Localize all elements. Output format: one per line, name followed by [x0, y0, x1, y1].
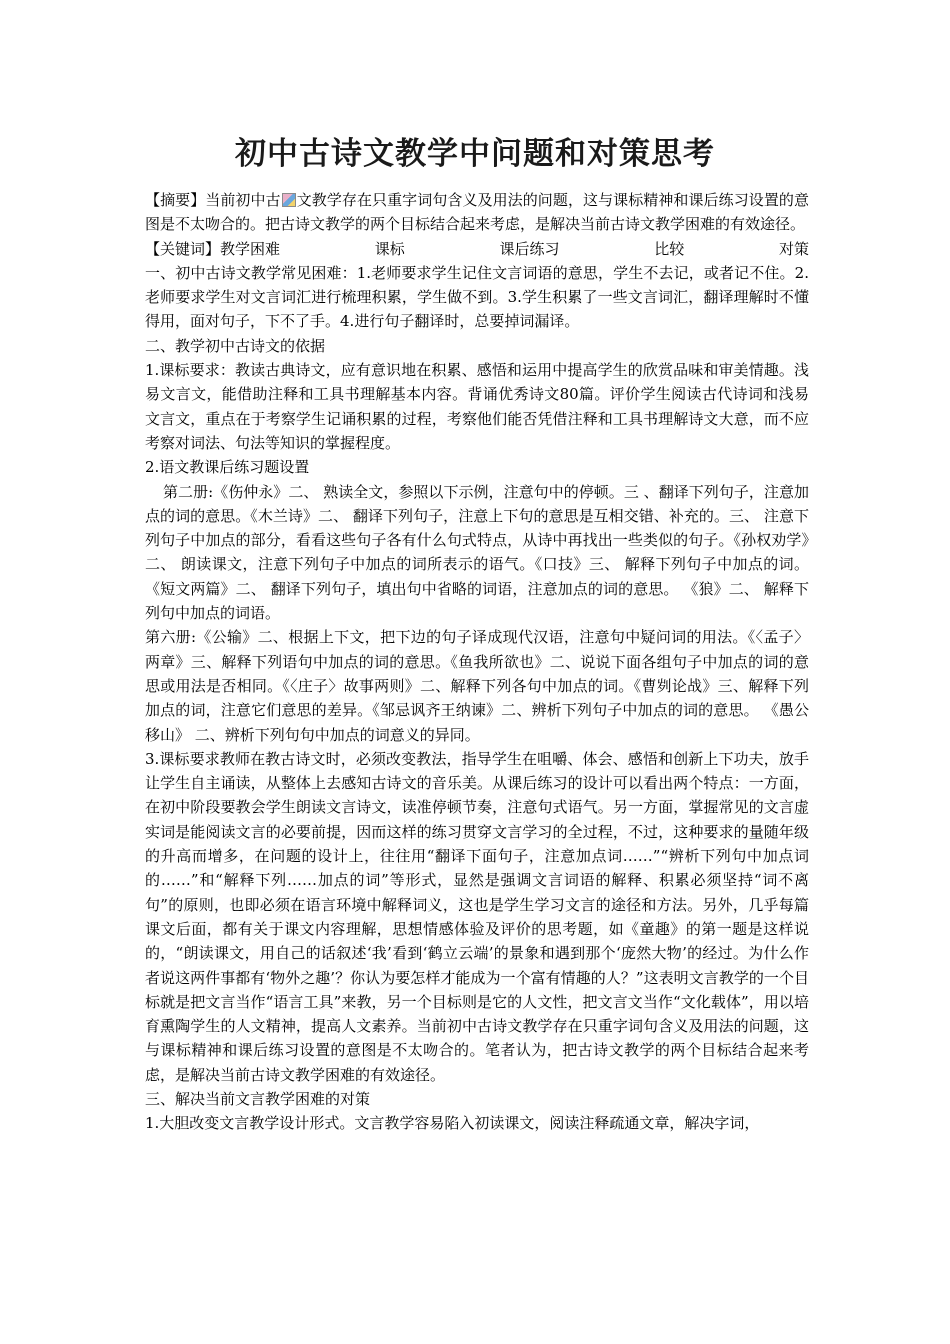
broken-image-icon: [282, 193, 296, 207]
abstract: [145, 188, 809, 237]
keyword: 对策: [778, 239, 809, 258]
paragraph: 1.课标要求：教读古典诗文，应有意识地在积累、感悟和运用中提高学生的欣赏品味和审美情趣。浅易文言文，能借助注释和工具书理解基本内容。背诵优秀诗文80篇。评价学生阅读古代诗词和浅易文言文，重点在于考察学生记诵积累的过程，考察他们能否凭借注释和工具书理解诗文大意，而不应考察对词法、句法等知识的掌握程度。: [145, 361, 809, 452]
document-body: [145, 188, 809, 1136]
keyword-label: 【关键词】教学困难: [145, 239, 281, 258]
abstract-lead: 【摘要】当前初中古: [145, 191, 281, 209]
paragraph: 第六册:《公输》二、根据上下文，把下边的句子译成现代汉语，注意句中疑问词的用法。《〈孟子〉两章》三、解释下列语句中加点的词的意思。《鱼我所欲也》二、说说下面各组句子中加点的词的意思或用法是否相同。《〈庄子〉故事两则》二、解释下列各句中加点的词。《曹刿论战》三、解释下列加点的词，注意它们意思的差异。《邹忌讽齐王纳谏》二、辨析下列句子中加点的词的意思。 《愚公移山》 二、辨析下列句句中加点的词意义的异同。: [145, 628, 809, 744]
keywords-row: [145, 237, 809, 261]
abstract-text: 文教学存在只重字词句含义及用法的问题，这与课标精神和课后练习设置的意图是不太吻合的。把古诗文教学的两个目标结合起来考虑，是解决当前古诗文教学困难的有效途径。: [145, 191, 809, 234]
paragraph: 3.课标要求教师在教古诗文时，必须改变教法，指导学生在咀嚼、体会、感悟和创新上下功夫，放手让学生自主诵读，从整体上去感知古诗文的音乐美。从课后练习的设计可以看出两个特点：一方面，在初中阶段要教会学生朗读文言诗文，读准停顿节奏，注意句式语气。另一方面，掌握常见的文言虚实词是能阅读文言的必要前提，因而这样的练习贯穿文言学习的全过程，不过，这种要求的量随年级的升高而增多，在问题的设计上，往往用“翻译下面句子，注意加点词……”“辨析下列句中加点词的……”和“解释下列……加点的词”等形式，显然是强调文言词语的解释、积累必须坚持“词不离句”的原则，也即必须在语言环境中解释词义，这也是学生学习文言的途径和方法。另外，几乎每篇课文后面，都有关于课文内容理解，思想情感体验及评价的思考题，如《童趣》的第一题是这样说的，“朗读课文，用自己的话叙述‘我’看到‘鹤立云端’的景象和遇到那个‘庞然大物’的经过。为什么作者说这两件事都有‘物外之趣’？你认为要怎样才能成为一个富有情趣的人？”这表明文言教学的一个目标就是把文言当作“语言工具”来教，另一个目标则是它的人文性，把文言文当作“文化载体”，用以培育熏陶学生的人文精神，提高人文素养。当前初中古诗文教学存在只重字词句含义及用法的问题，这与课标精神和课后练习设置的意图是不太吻合的。笔者认为，把古诗文教学的两个目标结合起来考虑，是解决当前古诗文教学困难的有效途径。: [145, 749, 809, 1084]
keyword: 课标: [374, 239, 405, 258]
subsection-heading: 2.语文教课后练习题设置: [145, 458, 310, 477]
keyword: 课后练习: [499, 239, 560, 258]
paragraph: 一、初中古诗文教学常见困难：1.老师要求学生记住文言词语的意思，学生不去记，或者记不住。2.老师要求学生对文言词汇进行梳理积累，学生做不到。3.学生积累了一些文言词汇，翻译理解时不懂得用，面对句子，下不了手。4.进行句子翻译时，总要掉词漏译。: [145, 263, 809, 331]
paragraph: 第二册:《伤仲永》二、 熟读全文，参照以下示例，注意句中的停顿。三 、翻译下列句子，注意加点的词的意思。《木兰诗》二、 翻译下列句子，注意上下句的意思是互相交错、补充的。三、 注意下列句子中加点的部分，看看这些句子各有什么句式特点，从诗中再找出一些类似的句子。《孙权劝学》二、 朗读课文，注意下列句子中加点的词所表示的语气。《口技》三、 解释下列句子中加点的词。《短文两篇》二、 翻译下列句子，填出句中省略的词语，注意加点的词的意思。 《狼》二、 解释下列句中加点的词语。: [145, 482, 809, 623]
paragraph: 1.大胆改变文言教学设计形式。文言教学容易陷入初读课文，阅读注释疏通文章，解决字词，: [145, 1114, 760, 1133]
document-title: 初中古诗文教学中问题和对策思考: [235, 136, 715, 172]
keyword: 比较: [654, 239, 685, 258]
section-heading: 三、解决当前文言教学困难的对策: [145, 1089, 371, 1108]
section-heading: 二、教学初中古诗文的依据: [145, 336, 326, 355]
